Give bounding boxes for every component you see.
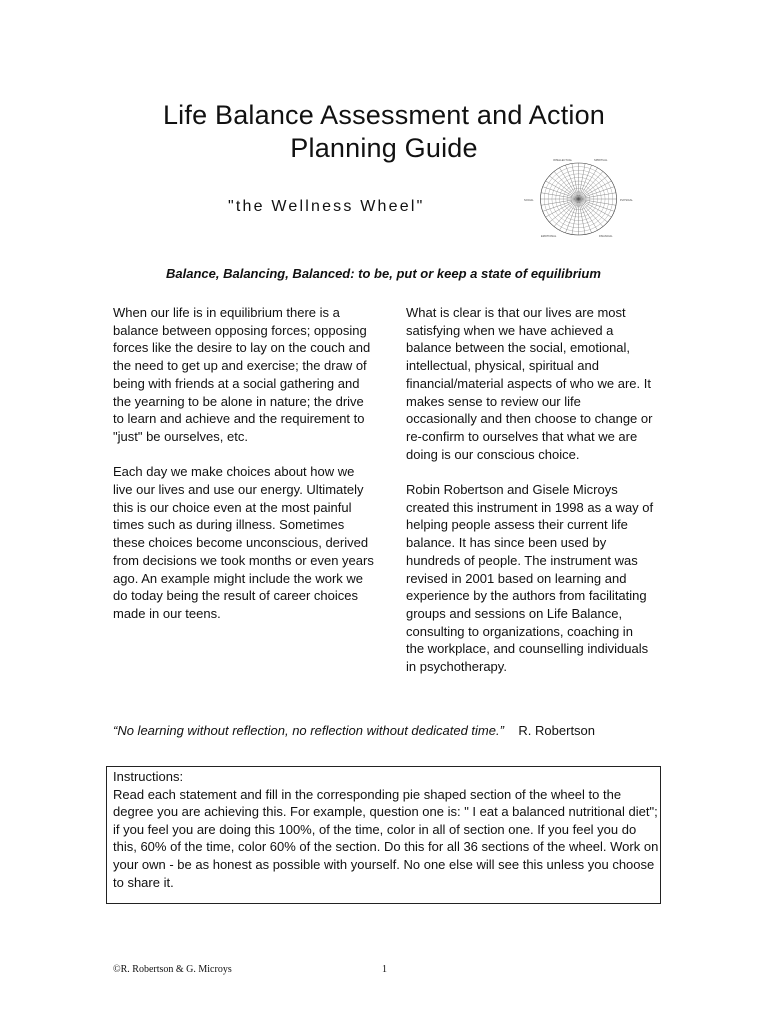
left-column [113, 304, 375, 640]
instructions-body: Read each statement and fill in the corresponding pie shaped section of the wheel to the degree you are achieving this. For example, question one is: " I eat a balanced nutritional diet"; if you feel you are doing this 100%, of the time, color in all of section one. If you feel you do this, 60% of the time, color 60% of the section. Do this for all 36 sections of the wheel. Work on your own - be as honest as possible with yourself. No one else will see this unless you choose to share it. [113, 786, 659, 890]
quote [113, 723, 595, 738]
right-column [406, 304, 654, 693]
page-number: 1 [382, 964, 387, 975]
document-title-line-2: Planning Guide [290, 133, 478, 163]
document-subtitle: "the Wellness Wheel" [228, 198, 425, 215]
right-paragraph-2: Robin Robertson and Gisele Microys created this instrument in 1998 as a way of helping people assess their current life balance. It has since been used by hundreds of people. The instrument was revised in 2001 based on learning and experience by the authors from facilitating groups and sessions on Life Balance, consulting to organizations, coaching in the workplace, and counselling individuals in psychotherapy. [406, 482, 654, 675]
wheel-label-bottom-left: EMOTIONAL [541, 235, 557, 238]
quote-text: “No learning without reflection, no reflection without dedicated time.” [113, 723, 504, 738]
wheel-label-left: SOCIAL [524, 199, 534, 202]
left-paragraph-1: When our life is in equilibrium there is a balance between opposing forces; opposing forces like the desire to lay on the couch and the need to get up and exercise; the draw of being with friends at a social gathering and the yearning to be alone in nature; the drive to learn and achieve and the requirement to "just" be ourselves, etc. [113, 305, 371, 444]
instructions-heading: Instructions: [113, 769, 184, 784]
wheel-label-top-right: SPIRITUAL [594, 159, 608, 162]
wheel-label-top-left: INTELLECTUAL [553, 159, 573, 162]
wellness-wheel-image [521, 155, 636, 245]
instructions-box [106, 766, 661, 904]
left-paragraph-2: Each day we make choices about how we live our lives and use our energy. Ultimately this is our choice even at the most painful times such as during illness. Sometimes these choices become unconscious, derived from decisions we took months or even years ago. An example might include the work we do today being the result of career choices made in our teens. [113, 464, 374, 621]
wheel-label-bottom-right: FINANCIAL [599, 235, 613, 238]
wheel-label-right: PHYSICAL [620, 199, 633, 202]
quote-author: R. Robertson [518, 723, 596, 738]
right-paragraph-1: What is clear is that our lives are most satisfying when we have achieved a balance between the social, emotional, intellectual, physical, spiritual and financial/material aspects of who we are. It makes sense to review our life occasionally and then choose to change or re-confirm to ourselves that what we are doing is our conscious choice. [406, 305, 653, 462]
footer-copyright: ©R. Robertson & G. Microys [113, 964, 232, 975]
document-title-line-1: Life Balance Assessment and Action [162, 100, 606, 130]
tagline: Balance, Balancing, Balanced: to be, put or keep a state of equilibrium [166, 266, 601, 281]
